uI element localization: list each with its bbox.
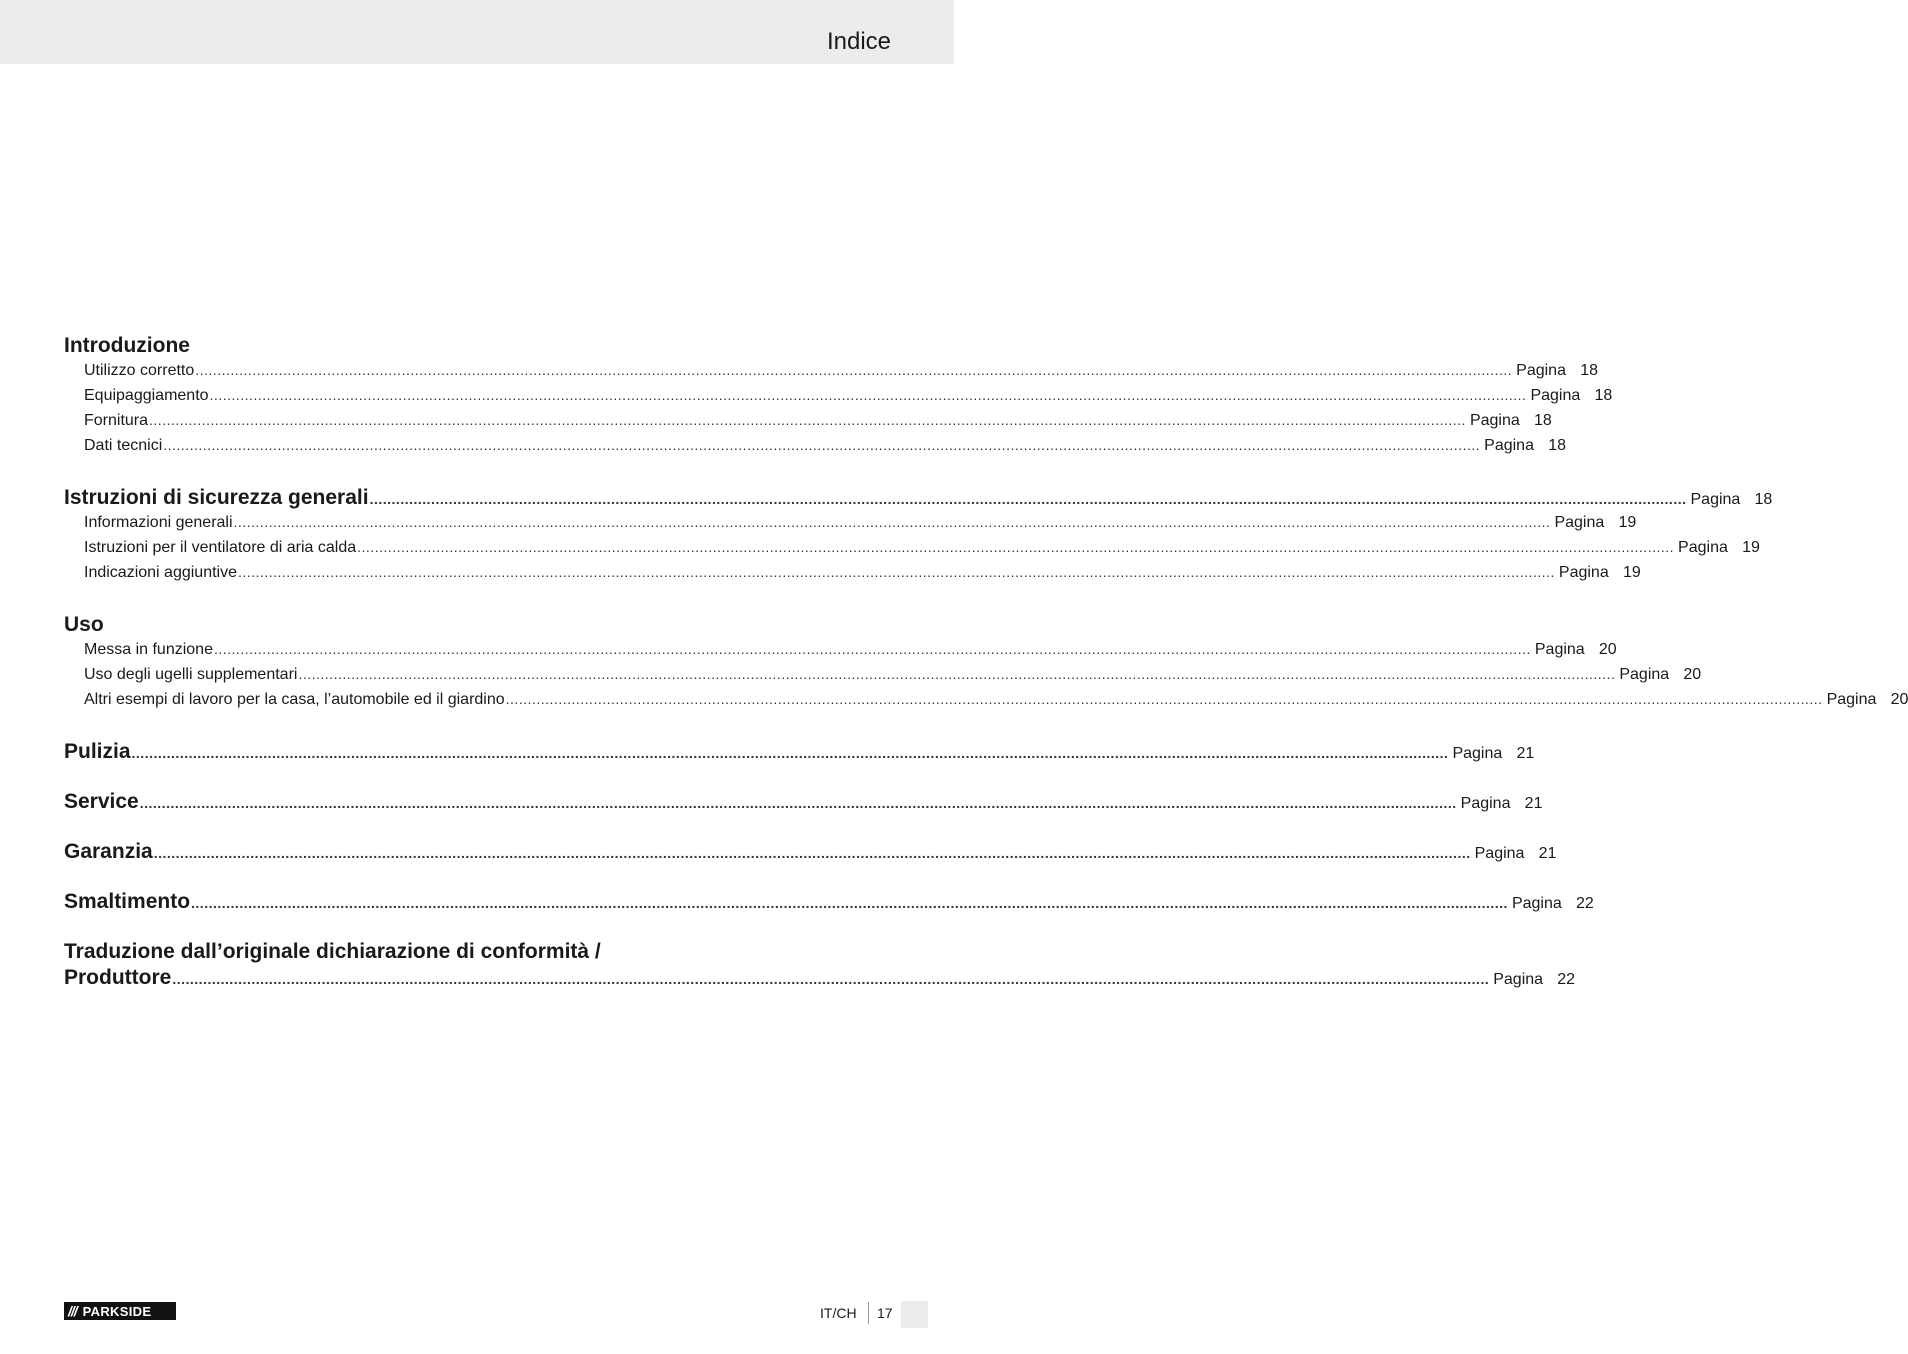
leader-dots: ............................................................................................................................................................................................................................................................................................................ xyxy=(139,795,1457,811)
toc-heading-label: Istruzioni di sicurezza generali xyxy=(64,486,369,509)
page-number: 18 xyxy=(1533,412,1552,429)
page-number: 21 xyxy=(1516,745,1535,762)
header-bar xyxy=(0,0,954,64)
page-number: 19 xyxy=(1742,539,1760,556)
toc-entry-label: Uso degli ugelli supplementari xyxy=(84,666,298,683)
page-number: 22 xyxy=(1557,971,1576,988)
leader-dots: ............................................................................................................................................................................................................................................................................................................ xyxy=(213,641,1531,657)
toc-heading[interactable] xyxy=(64,334,889,360)
leader-dots: ............................................................................................................................................................................................................................................................................................................ xyxy=(233,514,1551,530)
toc-page-ref xyxy=(1678,539,1760,557)
toc-page-ref xyxy=(1619,666,1701,684)
leader-dots: ............................................................................................................................................................................................................................................................................................................ xyxy=(131,745,1449,761)
toc-page-ref xyxy=(1461,795,1543,813)
toc-heading-label: Uso xyxy=(64,613,104,636)
toc-heading[interactable] xyxy=(64,486,1773,512)
logo-slashes: /// xyxy=(68,1303,77,1319)
page-word: Pagina xyxy=(1826,691,1877,708)
page-word: Pagina xyxy=(1534,641,1585,658)
page-number: 18 xyxy=(1548,437,1566,454)
toc-section-sicurezza xyxy=(64,486,1773,589)
page-number: 18 xyxy=(1594,387,1613,404)
toc-entry-label: Istruzioni per il ventilatore di aria calda xyxy=(84,539,357,556)
toc-heading[interactable] xyxy=(64,790,1543,816)
page-word: Pagina xyxy=(1474,845,1525,862)
leader-dots: ............................................................................................................................................................................................................................................................................................................ xyxy=(163,437,1481,453)
toc-entry-label: Messa in funzione xyxy=(84,641,213,658)
page-number: 21 xyxy=(1538,845,1557,862)
toc-page-ref xyxy=(1691,491,1773,509)
toc-section-smaltimento xyxy=(64,890,1594,916)
page-word: Pagina xyxy=(1619,666,1670,683)
page-word: Pagina xyxy=(1452,745,1503,762)
toc-page-ref xyxy=(1516,362,1598,380)
page-number: 19 xyxy=(1622,564,1641,581)
toc-heading-label: Pulizia xyxy=(64,740,131,763)
page-word: Pagina xyxy=(1558,564,1609,581)
page-number: 20 xyxy=(1683,666,1702,683)
page-number: 20 xyxy=(1890,691,1908,708)
toc-entry-label: Informazioni generali xyxy=(84,514,233,531)
page-word: Pagina xyxy=(1469,412,1520,429)
leader-dots: ............................................................................................................................................................................................................................................................................................................ xyxy=(195,362,1513,378)
toc-heading-label: Produttore xyxy=(64,966,172,989)
toc-section-service xyxy=(64,790,1543,816)
toc-section-garanzia xyxy=(64,840,1557,866)
leader-dots: ............................................................................................................................................................................................................................................................................................................ xyxy=(357,539,1675,555)
toc-page-ref xyxy=(1452,745,1534,763)
leader-dots: ............................................................................................................................................................................................................................................................................................................ xyxy=(153,845,1471,861)
toc-entry-label: Utilizzo corretto xyxy=(84,362,195,379)
toc-page-ref xyxy=(1475,845,1557,863)
toc-entry[interactable] xyxy=(64,641,1617,666)
page-word: Pagina xyxy=(1516,362,1566,379)
page-tab-marker xyxy=(901,1301,928,1328)
toc-page-ref xyxy=(1554,514,1636,532)
toc-heading-label: Introduzione xyxy=(64,334,190,357)
toc-section-pulizia xyxy=(64,740,1535,766)
toc-section-introduzione xyxy=(64,334,1613,462)
toc-page-ref xyxy=(1484,437,1566,455)
toc-entry[interactable] xyxy=(64,437,1566,462)
toc-entry-label: Fornitura xyxy=(84,412,149,429)
leader-dots: ............................................................................................................................................................................................................................................................................................................ xyxy=(505,691,1823,707)
toc-entry-label: Altri esempi di lavoro per la casa, l’automobile ed il giardino xyxy=(84,691,505,708)
toc-page-ref xyxy=(1535,641,1617,659)
toc-entry[interactable] xyxy=(64,412,1552,437)
page-word: Pagina xyxy=(1511,895,1562,912)
toc-heading-label: Garanzia xyxy=(64,840,153,863)
leader-dots: ............................................................................................................................................................................................................................................................................................................ xyxy=(191,895,1508,911)
page-number: 18 xyxy=(1580,362,1598,379)
toc-page-ref xyxy=(1559,564,1641,582)
toc-page-ref xyxy=(1493,971,1575,989)
leader-dots: ............................................................................................................................................................................................................................................................................................................ xyxy=(298,666,1616,682)
page-number-footer: 17 xyxy=(877,1305,893,1321)
toc-entry[interactable] xyxy=(64,564,1641,589)
language-code: IT/CH xyxy=(820,1305,857,1321)
toc-page-ref xyxy=(1530,387,1612,405)
page-word: Pagina xyxy=(1690,491,1741,508)
toc-entry[interactable] xyxy=(64,666,1702,691)
toc-heading-label: Smaltimento xyxy=(64,890,191,913)
page-word: Pagina xyxy=(1493,971,1544,988)
toc-section-dichiarazione xyxy=(64,940,1576,992)
page-number: 18 xyxy=(1754,491,1773,508)
toc-heading[interactable] xyxy=(64,890,1594,916)
page-word: Pagina xyxy=(1530,387,1581,404)
toc-page-ref xyxy=(1512,895,1594,913)
page-word: Pagina xyxy=(1554,514,1605,531)
toc-entry[interactable] xyxy=(64,514,1637,539)
toc-heading[interactable] xyxy=(64,740,1535,766)
toc-page-ref xyxy=(1470,412,1552,430)
toc-entry[interactable] xyxy=(64,362,1598,387)
page-title: Indice xyxy=(826,28,891,55)
toc-entry-label: Dati tecnici xyxy=(84,437,163,454)
toc-entry-label: Equipaggiamento xyxy=(84,387,209,404)
leader-dots: ............................................................................................................................................................................................................................................................................................................ xyxy=(172,971,1490,987)
page-word: Pagina xyxy=(1678,539,1728,556)
page-number: 19 xyxy=(1618,514,1637,531)
toc-section-uso xyxy=(64,613,1908,716)
leader-dots: ............................................................................................................................................................................................................................................................................................................ xyxy=(149,412,1466,428)
toc-entry[interactable] xyxy=(64,387,1613,412)
toc-entry[interactable] xyxy=(64,691,1908,716)
page-word: Pagina xyxy=(1460,795,1511,812)
toc-heading-label: Service xyxy=(64,790,139,813)
toc-page-ref xyxy=(1827,691,1908,709)
leader-dots: ............................................................................................................................................................................................................................................................................................................ xyxy=(238,564,1555,580)
page-word: Pagina xyxy=(1484,437,1534,454)
logo-brand: PARKSIDE xyxy=(82,1303,152,1319)
leader-dots: ............................................................................................................................................................................................................................................................................................................ xyxy=(369,491,1687,507)
toc-entry[interactable] xyxy=(64,539,1760,564)
toc-entry-label: Indicazioni aggiuntive xyxy=(84,564,237,581)
footer-divider xyxy=(868,1302,869,1324)
toc-heading-line[interactable]: Traduzione dall’originale dichiarazione di conformità / xyxy=(64,940,601,963)
page-number: 20 xyxy=(1598,641,1617,658)
page-number: 22 xyxy=(1575,895,1594,912)
leader-dots: ............................................................................................................................................................................................................................................................................................................ xyxy=(209,387,1527,403)
toc-heading[interactable] xyxy=(64,840,1557,866)
toc-heading[interactable] xyxy=(64,613,889,639)
page-number: 21 xyxy=(1524,795,1543,812)
table-of-contents xyxy=(64,334,1908,1016)
toc-heading[interactable] xyxy=(64,966,1576,992)
parkside-logo xyxy=(64,1302,176,1320)
